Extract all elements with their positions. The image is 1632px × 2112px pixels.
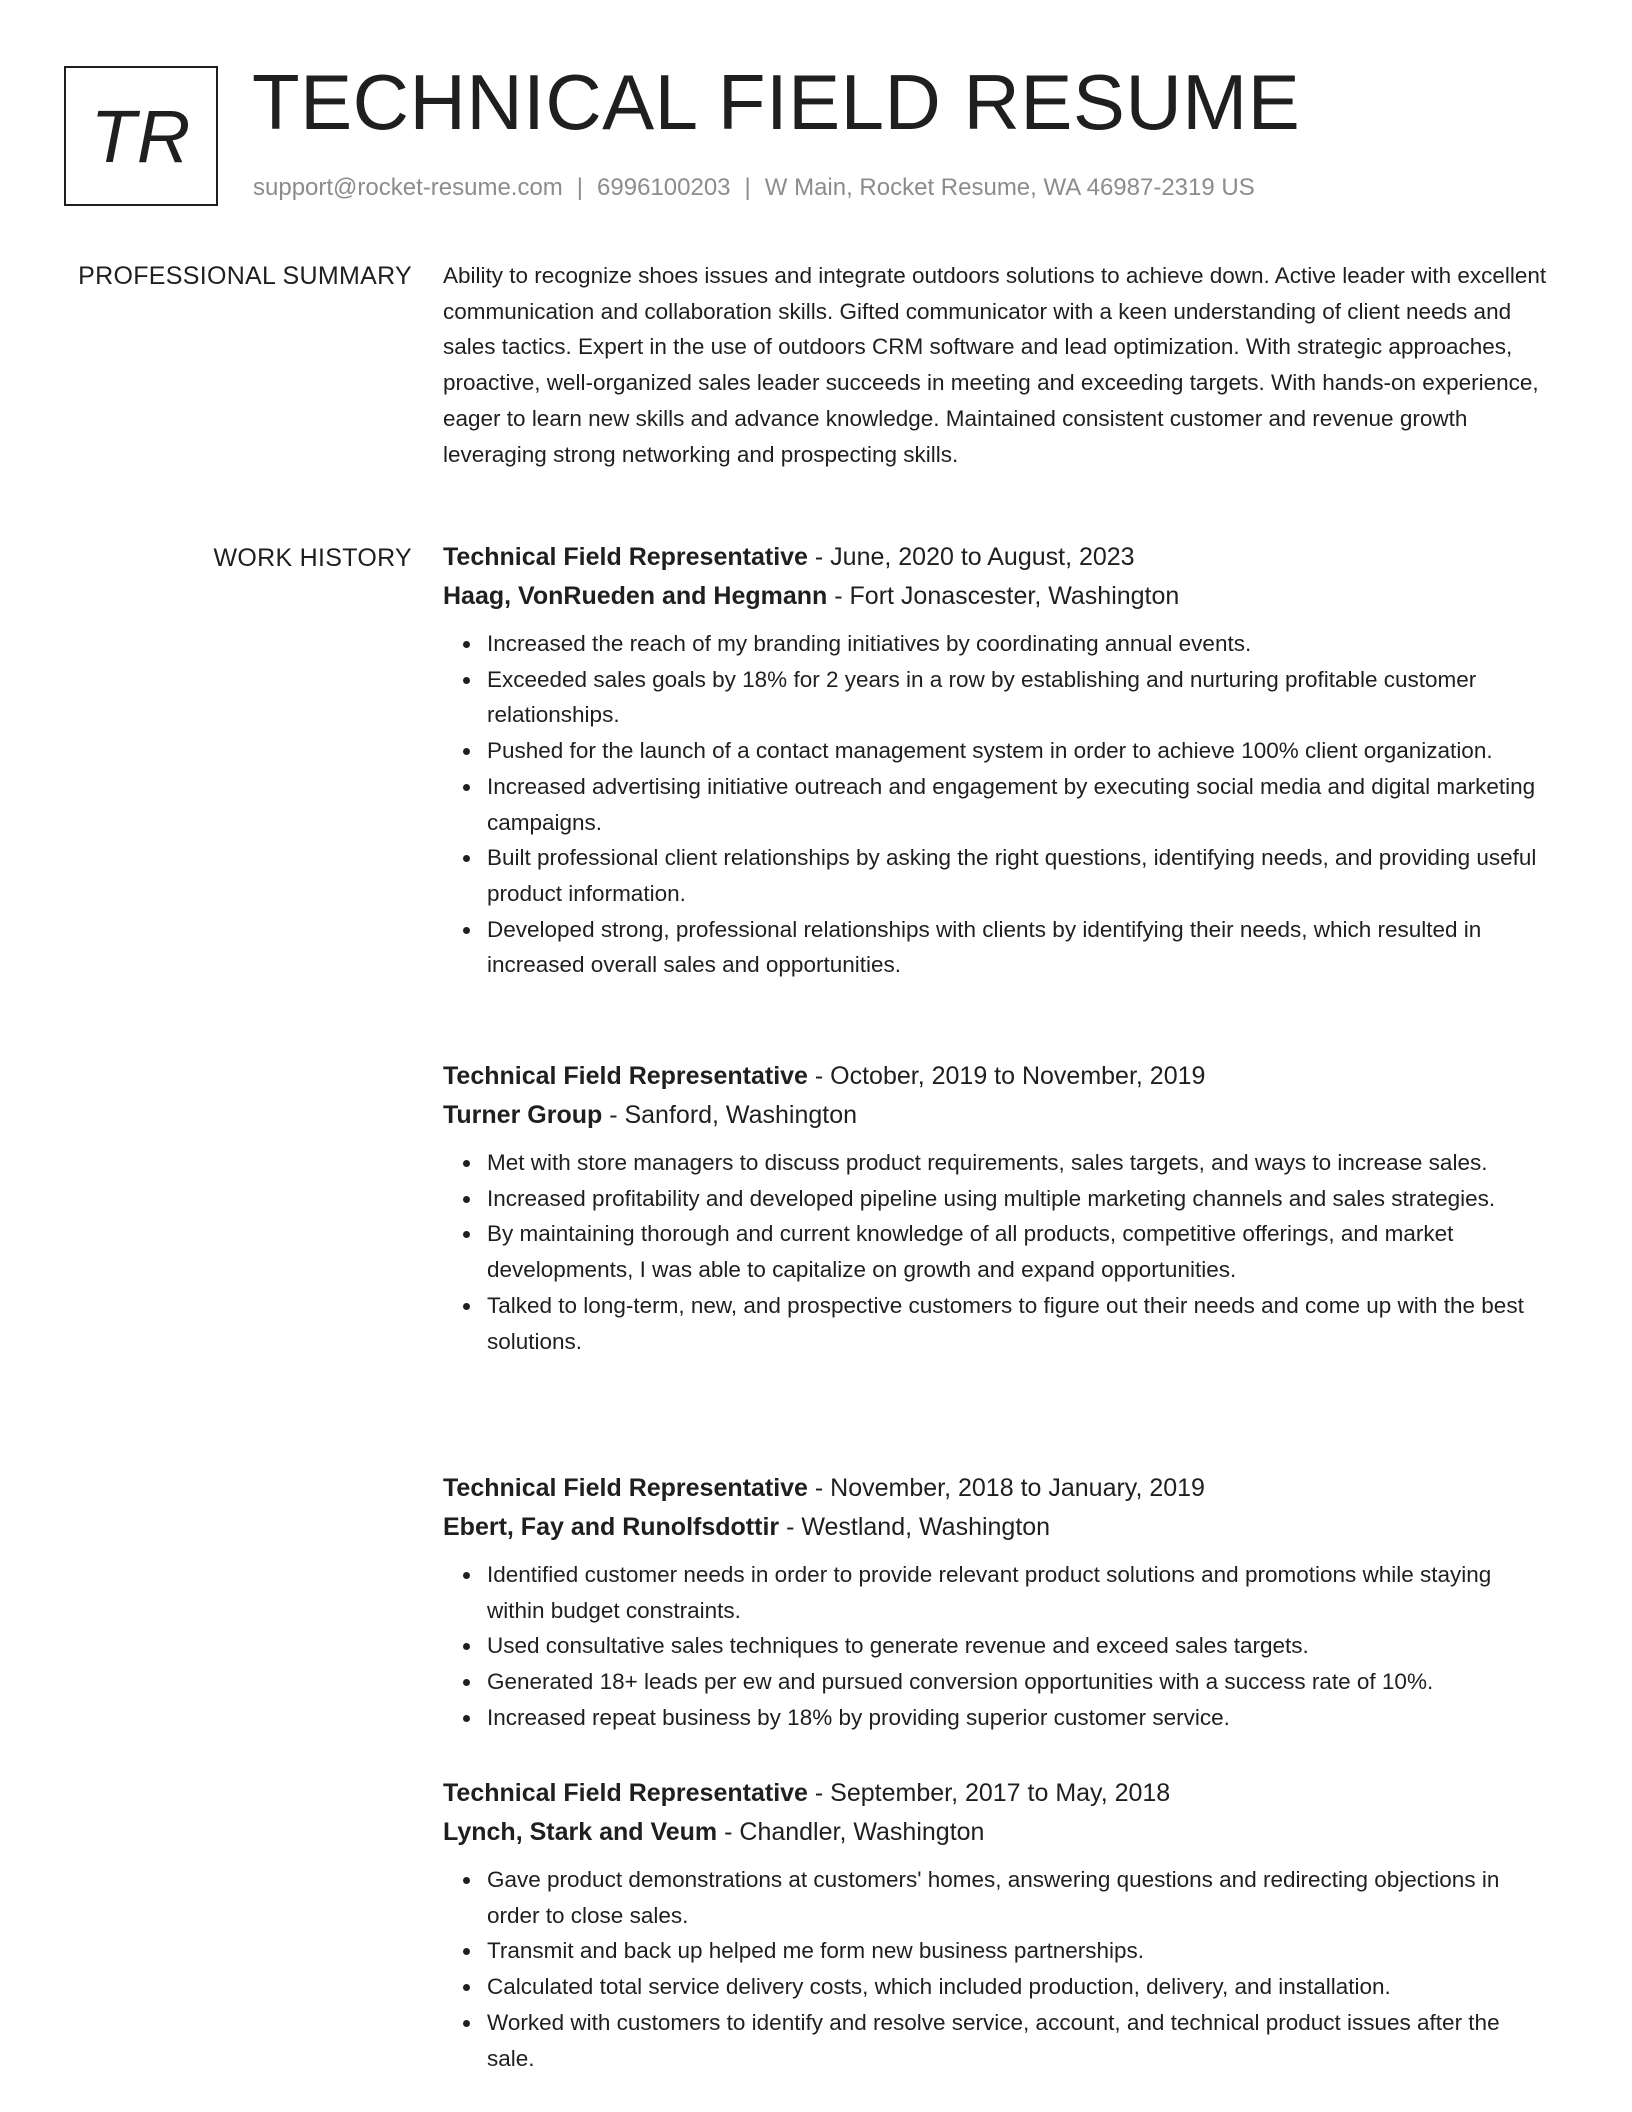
- job-company: Turner Group: [443, 1101, 603, 1129]
- resume-title: TECHNICAL FIELD RESUME: [252, 58, 1301, 146]
- job-company-line: [443, 577, 1553, 616]
- job-bullet-list: [443, 1862, 1553, 2076]
- job-dates: - November, 2018 to January, 2019: [807, 1474, 1205, 1502]
- job-dates: - October, 2019 to November, 2019: [807, 1062, 1206, 1090]
- job-company-line: [443, 1813, 1553, 1852]
- job-dates: - June, 2020 to August, 2023: [807, 543, 1135, 571]
- job-company: Ebert, Fay and Runolfsdottir: [443, 1513, 780, 1541]
- summary-text: Ability to recognize shoes issues and integrate outdoors solutions to achieve down. Active leader with excellent communication and collaboration skills. Gifted communicator with a keen understanding of client needs and sales tactics. Expert in the use of outdoors CRM software and lead optimization. With strategic approaches, proactive, well-organized sales leader succeeds in meeting and exceeding targets. With hands-on experience, eager to learn new skills and advance knowledge. Maintained consistent customer and revenue growth leveraging strong networking and prospecting skills.: [443, 263, 1547, 467]
- job-bullet-list: [443, 1557, 1553, 1736]
- job-company: Haag, VonRueden and Hegmann: [443, 582, 828, 610]
- job-bullet: Generated 18+ leads per ew and pursued conversion opportunities with a success rate of 10%.: [487, 1664, 1553, 1700]
- job-bullet: Built professional client relationships by asking the right questions, identifying needs, and providing useful product information.: [487, 840, 1553, 911]
- job-bullet: Identified customer needs in order to provide relevant product solutions and promotions while staying within budget constraints.: [487, 1557, 1553, 1628]
- summary-section: [443, 258, 1553, 472]
- job-entry: [443, 1057, 1553, 1359]
- job-entry: [443, 1774, 1553, 2076]
- job-company-line: [443, 1096, 1553, 1135]
- job-bullet: Increased repeat business by 18% by providing superior customer service.: [487, 1700, 1553, 1736]
- job-title: Technical Field Representative: [443, 1779, 808, 1807]
- job-bullet: Exceeded sales goals by 18% for 2 years in a row by establishing and nurturing profitable customer relationships.: [487, 662, 1553, 733]
- job-location: - Fort Jonascester, Washington: [827, 582, 1180, 610]
- job-title-line: [443, 1469, 1553, 1508]
- contact-line: [253, 172, 1255, 204]
- monogram-badge: [64, 66, 218, 206]
- job-entry: [443, 1469, 1553, 1736]
- job-bullet: By maintaining thorough and current knowledge of all products, competitive offerings, and market developments, I was able to capitalize on growth and expand opportunities.: [487, 1216, 1553, 1287]
- contact-separator: |: [744, 174, 751, 201]
- job-bullet: Met with store managers to discuss product requirements, sales targets, and ways to increase sales.: [487, 1145, 1553, 1181]
- section-label-summary: PROFESSIONAL SUMMARY: [78, 262, 412, 290]
- contact-email: support@rocket-resume.com: [253, 174, 563, 201]
- job-bullet-list: [443, 626, 1553, 983]
- contact-phone: 6996100203: [597, 174, 731, 201]
- job-location: - Sanford, Washington: [602, 1101, 858, 1129]
- job-bullet: Developed strong, professional relationships with clients by identifying their needs, which resulted in increased overall sales and opportunities.: [487, 912, 1553, 983]
- job-dates: - September, 2017 to May, 2018: [807, 1779, 1171, 1807]
- job-bullet: Pushed for the launch of a contact management system in order to achieve 100% client organization.: [487, 733, 1553, 769]
- job-location: - Chandler, Washington: [717, 1818, 985, 1846]
- job-bullet: Increased the reach of my branding initiatives by coordinating annual events.: [487, 626, 1553, 662]
- job-bullet: Increased profitability and developed pipeline using multiple marketing channels and sales strategies.: [487, 1181, 1553, 1217]
- job-entry: [443, 538, 1553, 983]
- job-company-line: [443, 1508, 1553, 1547]
- job-location: - Westland, Washington: [779, 1513, 1051, 1541]
- job-company: Lynch, Stark and Veum: [443, 1818, 718, 1846]
- job-bullet: Increased advertising initiative outreach and engagement by executing social media and digital marketing campaigns.: [487, 769, 1553, 840]
- job-bullet: Transmit and back up helped me form new business partnerships.: [487, 1933, 1553, 1969]
- job-title-line: [443, 1057, 1553, 1096]
- job-title-line: [443, 538, 1553, 577]
- job-title: Technical Field Representative: [443, 1474, 808, 1502]
- job-bullet: Calculated total service delivery costs, which included production, delivery, and installation.: [487, 1969, 1553, 2005]
- job-bullet: Talked to long-term, new, and prospective customers to figure out their needs and come up with the best solutions.: [487, 1288, 1553, 1359]
- job-title: Technical Field Representative: [443, 1062, 808, 1090]
- section-label-work-history: WORK HISTORY: [213, 544, 412, 572]
- contact-address: W Main, Rocket Resume, WA 46987-2319 US: [764, 174, 1255, 201]
- job-title: Technical Field Representative: [443, 543, 808, 571]
- job-bullet: Gave product demonstrations at customers' homes, answering questions and redirecting objections in order to close sales.: [487, 1862, 1553, 1933]
- job-bullet-list: [443, 1145, 1553, 1359]
- monogram-text: TR: [90, 94, 192, 178]
- job-bullet: Worked with customers to identify and resolve service, account, and technical product issues after the sale.: [487, 2005, 1553, 2076]
- job-bullet: Used consultative sales techniques to generate revenue and exceed sales targets.: [487, 1628, 1553, 1664]
- job-title-line: [443, 1774, 1553, 1813]
- contact-separator: |: [576, 174, 584, 201]
